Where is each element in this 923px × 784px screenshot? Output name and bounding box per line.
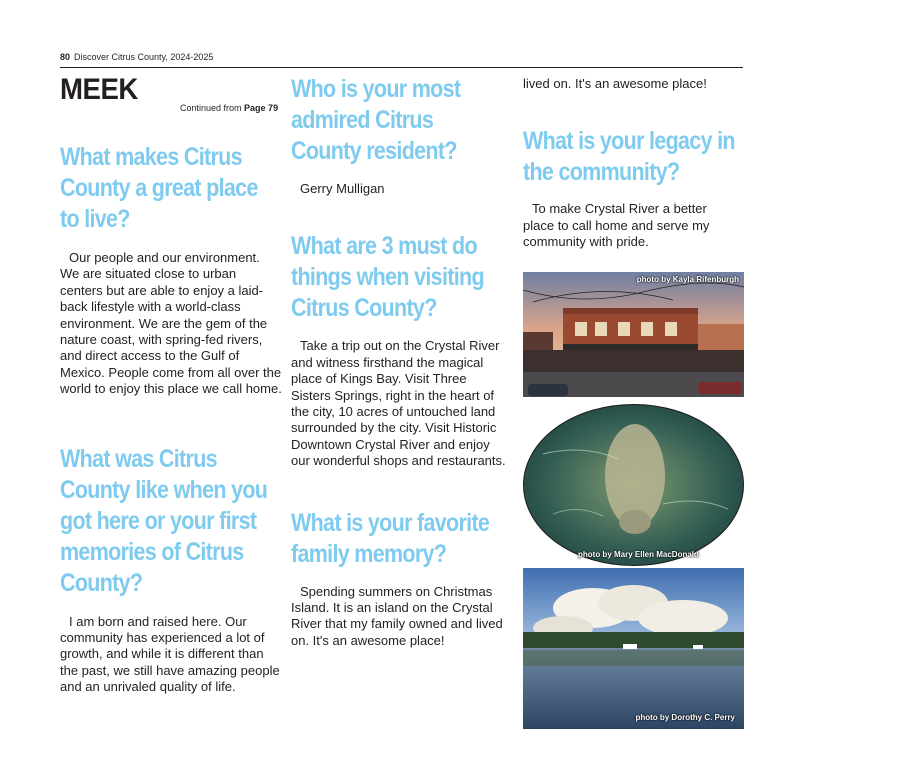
photo-downtown-storefront <box>523 272 744 397</box>
continued-page: Page 79 <box>244 103 279 113</box>
manatee-image <box>523 404 744 566</box>
answer-first-memories: I am born and raised here. Our community has experienced a lot of growth, and while it is different than the past, we still have amazing people and an unrivaled quality of life. <box>60 613 280 695</box>
question-legacy: What is your legacy in the community? <box>523 127 735 187</box>
photo-credit-dorothy: photo by Dorothy C. Perry <box>635 713 735 722</box>
publication-title: Discover Citrus County, 2024-2025 <box>74 52 214 62</box>
question-must-do: What are 3 must do things when visiting Citrus County? <box>291 232 484 323</box>
column-2 <box>291 74 511 648</box>
answer-great-place: Our people and our environment. We are situated close to urban centers but are able to enjoy a laid-back lifestyle with a world-class environment. We are the gem of the nature coast, with spring-fed rivers, and direct access to the Gulf of Mexico. People come from all over the world to enjoy this place we call home. <box>60 250 282 397</box>
answer-legacy: To make Crystal River a better place to call home and serve my community with pride. <box>523 201 710 250</box>
answer-admired-resident: Gerry Mulligan <box>300 181 385 196</box>
page-number: 80 <box>60 52 71 62</box>
photo-manatee <box>523 404 744 566</box>
profile-name: MEEK <box>60 73 138 106</box>
question-great-place: What makes Citrus County a great place to live? <box>60 143 258 233</box>
column-3 <box>523 74 745 251</box>
question-first-memories: What was Citrus County like when you got here or your first memories of Citrus County? <box>60 444 268 597</box>
photo-credit-kayla: photo by Kayla Rifenburgh <box>636 275 739 284</box>
answer-family-memory-continued: lived on. It's an awesome place! <box>523 76 707 91</box>
answer-family-memory: Spending summers on Christmas Island. It is an island on the Crystal River that my family owned and lived on. It's an awesome place! <box>291 583 503 648</box>
continued-note <box>180 103 278 113</box>
column-1 <box>60 74 280 696</box>
continued-text: Continued from <box>180 103 245 113</box>
question-family-memory: What is your favorite family memory? <box>291 508 490 568</box>
photo-credit-mary-ellen: photo by Mary Ellen MacDonald <box>578 550 699 559</box>
question-admired-resident: Who is your most admired Citrus County resident? <box>291 75 461 165</box>
photo-kings-bay <box>523 568 744 729</box>
storefront-image <box>523 272 744 397</box>
kings-bay-image <box>523 568 744 729</box>
page-header <box>60 52 743 68</box>
answer-must-do: Take a trip out on the Crystal River and witness firsthand the magical place of Kings Bay. Visit Three Sisters Springs, right in the heart of the city, 10 acres of untouched land surrounded by the city. Visit Historic Downtown Crystal River and enjoy our wonderful shops and restaurants. <box>291 338 506 469</box>
